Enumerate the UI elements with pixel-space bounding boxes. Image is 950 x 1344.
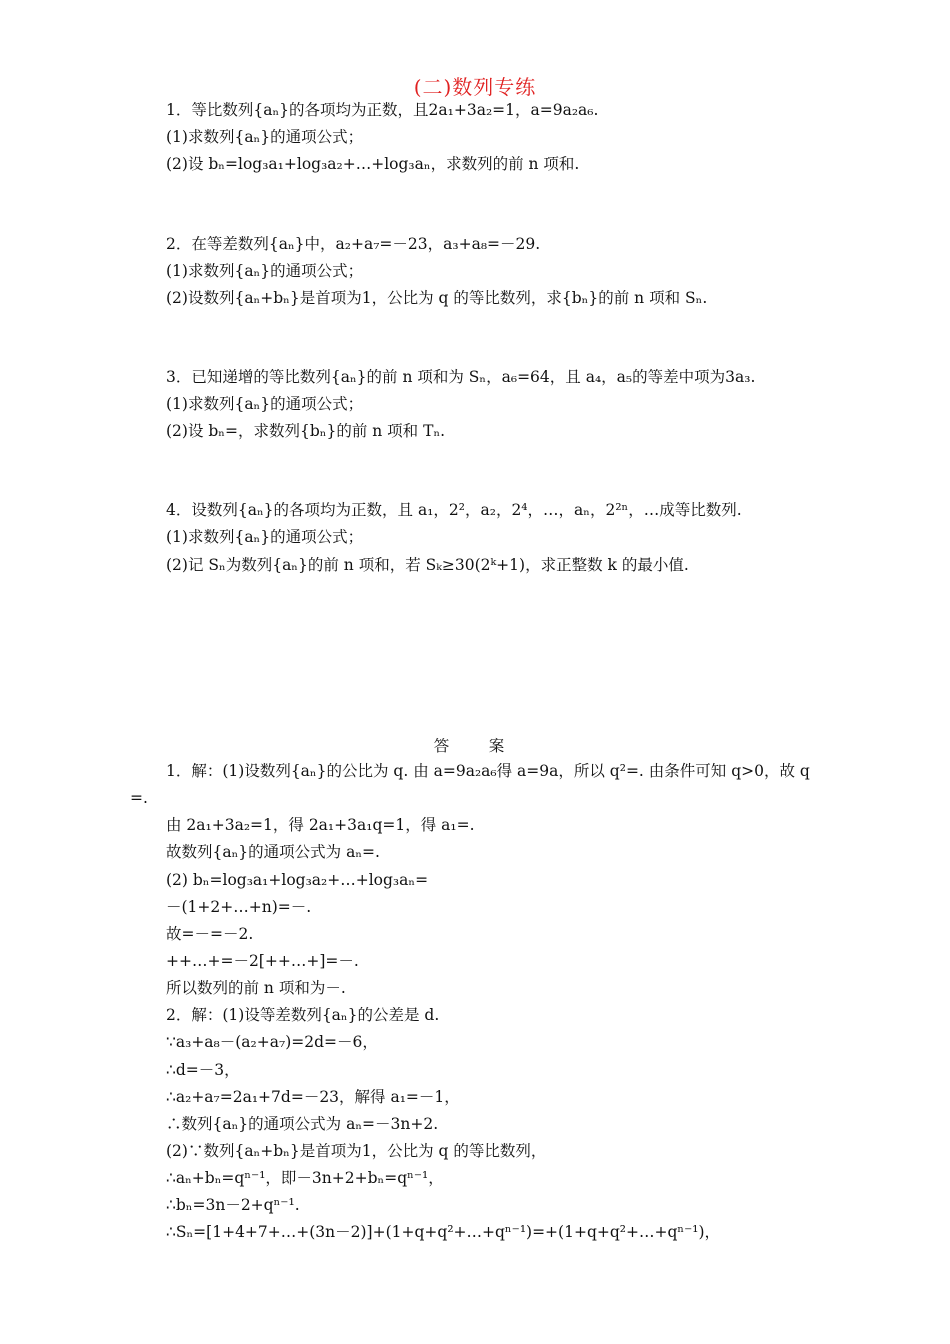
problem-2-part-1: (1)求数列{aₙ}的通项公式；	[166, 262, 364, 280]
answer-line: 故=－=－2.	[166, 925, 254, 943]
problem-2-stem: 2．在等差数列{aₙ}中，a₂+a₇=－23，a₃+a₈=－29.	[166, 235, 541, 253]
answer-heading: 答 案	[433, 737, 517, 755]
page-title: (二)数列专练	[413, 75, 537, 99]
problem-3-stem: 3．已知递增的等比数列{aₙ}的前 n 项和为 Sₙ，a₆=64，且 a₄，a₅的等差中项为3a₃.	[166, 368, 756, 386]
answer-line: 1．解：(1)设数列{aₙ}的公比为 q. 由 a=9a₂a₆得 a=9a，所以 q²=. 由条件可知 q>0，故 q	[166, 762, 810, 780]
problem-4-stem: 4．设数列{aₙ}的各项均为正数，且 a₁，2²，a₂，2⁴，…，aₙ，2²ⁿ，…成等比数列.	[166, 501, 742, 519]
answer-line: ∴aₙ+bₙ=qⁿ⁻¹，即－3n+2+bₙ=qⁿ⁻¹，	[166, 1169, 444, 1187]
answer-line: 所以数列的前 n 项和为－.	[166, 979, 346, 997]
answer-line: ++…+=－2[++…+]=－.	[166, 952, 359, 970]
answer-line: (2) bₙ=log₃a₁+log₃a₂+…+log₃aₙ=	[166, 871, 429, 889]
problem-3-part-2: (2)设 bₙ=，求数列{bₙ}的前 n 项和 Tₙ.	[166, 422, 446, 440]
answer-line: ∴a₂+a₇=2a₁+7d=－23，解得 a₁=－1，	[166, 1088, 460, 1106]
answer-line: ∴bₙ=3n－2+qⁿ⁻¹.	[166, 1196, 300, 1214]
answer-line: 由 2a₁+3a₂=1，得 2a₁+3a₁q=1，得 a₁=.	[166, 816, 475, 834]
problem-3-part-1: (1)求数列{aₙ}的通项公式；	[166, 395, 364, 413]
problem-1-part-2: (2)设 bₙ=log₃a₁+log₃a₂+…+log₃aₙ，求数列的前 n 项和.	[166, 155, 580, 173]
problem-2-part-2: (2)设数列{aₙ+bₙ}是首项为1，公比为 q 的等比数列，求{bₙ}的前 n 项和 Sₙ.	[166, 289, 708, 307]
answer-line: 2．解：(1)设等差数列{aₙ}的公差是 d.	[166, 1006, 440, 1024]
answer-line: ∴d=－3，	[166, 1061, 240, 1079]
answer-line: ∴数列{aₙ}的通项公式为 aₙ=－3n+2.	[166, 1115, 439, 1133]
answer-line: =.	[130, 789, 148, 807]
answer-line: 故数列{aₙ}的通项公式为 aₙ=.	[166, 843, 380, 861]
answer-line: ∵a₃+a₈－(a₂+a₇)=2d=－6，	[166, 1033, 378, 1051]
answer-line: (2)∵数列{aₙ+bₙ}是首项为1，公比为 q 的等比数列，	[166, 1142, 547, 1160]
answer-line: －(1+2+…+n)=－.	[166, 898, 312, 916]
problem-1-stem: 1．等比数列{aₙ}的各项均为正数，且2a₁+3a₂=1，a=9a₂a₆.	[166, 101, 599, 119]
problem-4-part-1: (1)求数列{aₙ}的通项公式；	[166, 528, 364, 546]
problem-1-part-1: (1)求数列{aₙ}的通项公式；	[166, 128, 364, 146]
problem-4-part-2: (2)记 Sₙ为数列{aₙ}的前 n 项和，若 Sₖ≥30(2ᵏ+1)，求正整数 k 的最小值.	[166, 556, 689, 574]
answer-line: ∴Sₙ=[1+4+7+…+(3n－2)]+(1+q+q²+…+qⁿ⁻¹)=+(1+q+q²+…+qⁿ⁻¹)，	[166, 1223, 721, 1241]
